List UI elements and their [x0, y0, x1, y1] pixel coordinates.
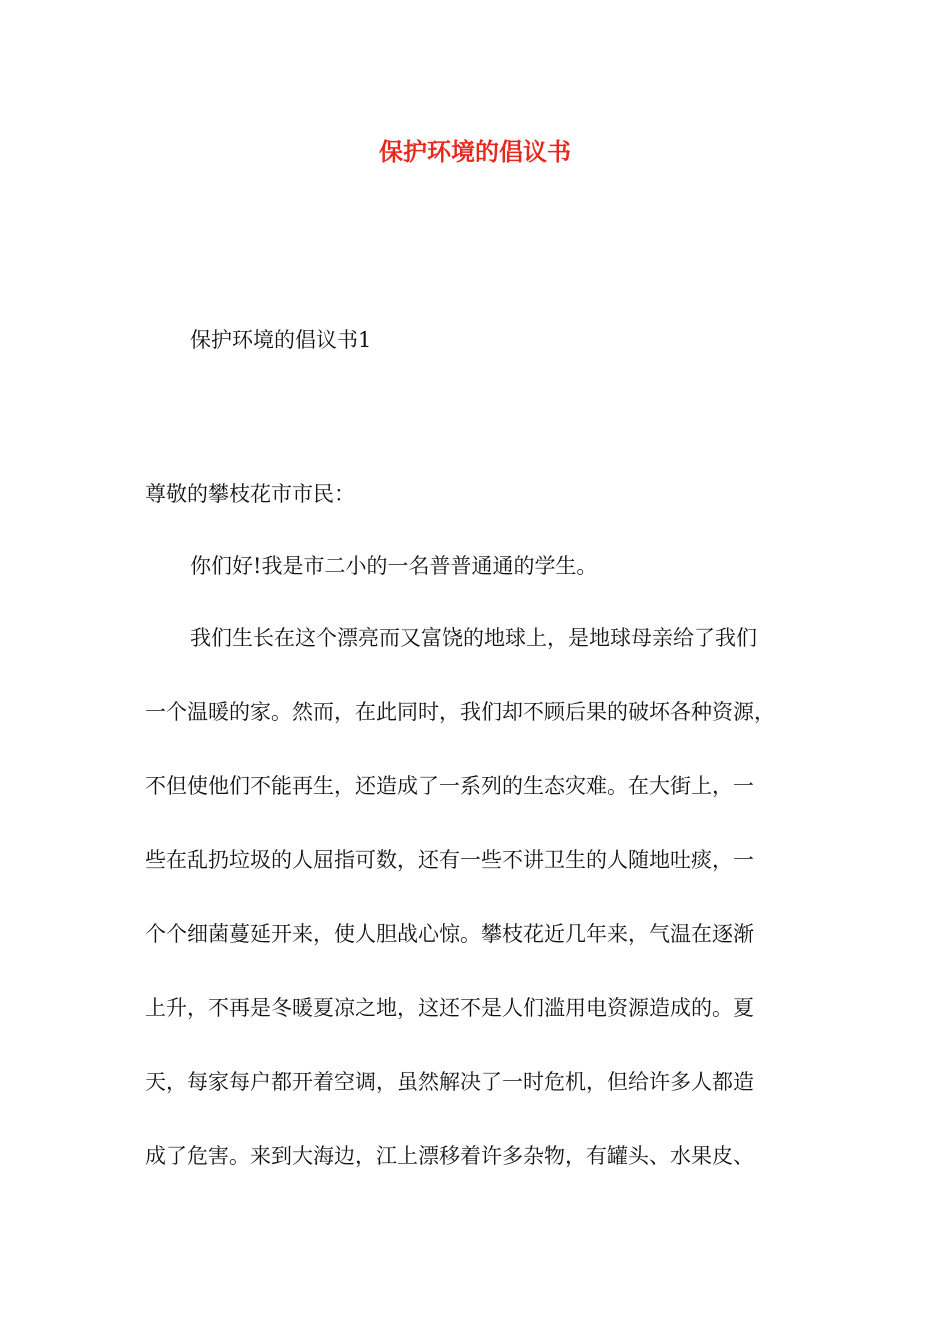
- section-heading: 保护环境的倡议书1: [190, 328, 372, 352]
- body-line: 上升，不再是冬暖夏凉之地，这还不是人们滥用电资源造成的。夏: [145, 996, 754, 1020]
- document-title: 保护环境的倡议书: [379, 137, 571, 166]
- body-paragraph: [145, 620, 825, 1212]
- body-line: 些在乱扔垃圾的人屈指可数，还有一些不讲卫生的人随地吐痰，一: [145, 848, 754, 872]
- body-line: 天，每家每户都开着空调，虽然解决了一时危机，但给许多人都造: [145, 1070, 754, 1094]
- body-line: 成了危害。来到大海边，江上漂移着许多杂物，有罐头、水果皮、: [145, 1144, 754, 1168]
- body-line: 不但使他们不能再生，还造成了一系列的生态灾难。在大街上，一: [145, 774, 754, 798]
- body-line: 我们生长在这个漂亮而又富饶的地球上，是地球母亲给了我们: [190, 626, 757, 650]
- salutation: 尊敬的攀枝花市市民：: [145, 482, 355, 506]
- greeting-paragraph: 你们好!我是市二小的一名普普通通的学生。: [190, 554, 598, 578]
- body-line: 个个细菌蔓延开来，使人胆战心惊。攀枝花近几年来，气温在逐渐: [145, 922, 754, 946]
- body-line: 一个温暖的家。然而，在此同时，我们却不顾后果的破坏各种资源，: [145, 700, 775, 724]
